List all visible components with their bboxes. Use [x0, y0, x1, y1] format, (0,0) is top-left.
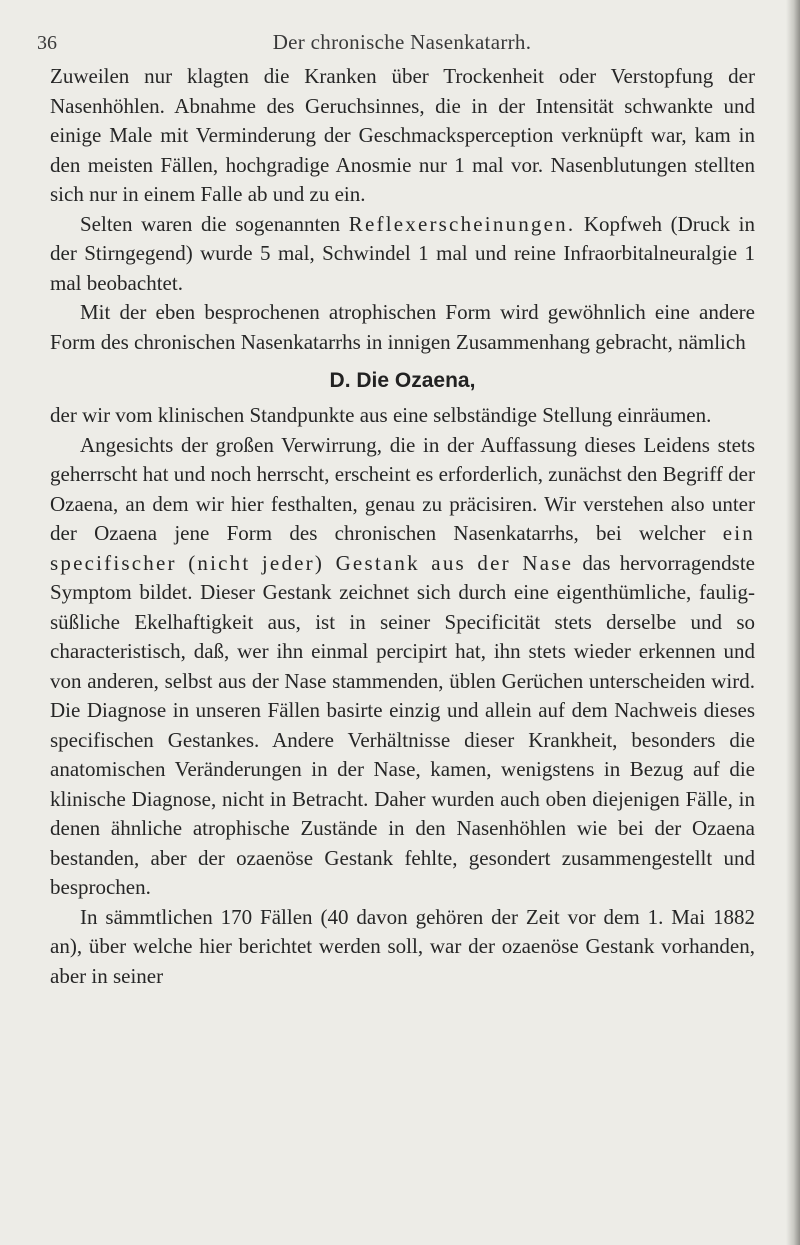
paragraph-3: Mit der eben besprochenen atrophischen Form wird gewöhnlich eine andere Form des chronischen Nasenkatarrhs in innigen Zusammenhang gebracht, nämlich: [50, 300, 755, 354]
paragraph-5-end: das hervorragendste Symptom bildet. Dieser Gestank zeichnet sich durch eine eigenthümliche, faulig-süßliche Ekelhaftigkeit aus, ist in seiner Specificität stets derselbe und so characteristisch, daß, wer ihn einmal percipirt hat, ihn stets wieder erkennen und von anderen, selbst aus der Nase stammenden, üblen Gerüchen unterscheiden wird. Die Diagnose in unseren Fällen basirte einzig und allein auf dem Nachweis dieses specifischen Gestankes. Andere Verhältnisse dieser Krankheit, besonders die anatomischen Veränderungen in der Nase, kamen, wenigstens in Bezug auf die klinische Diagnose, nicht in Betracht. Daher wurden auch oben diejenigen Fälle, in denen ähnliche atrophische Zustände in den Nasenhöhlen wie bei der Ozaena bestanden, aber der ozaenöse Gestank fehlte, gesondert zusammengestellt und besprochen.: [50, 550, 755, 899]
paragraph-1: Zuweilen nur klagten die Kranken über Trockenheit oder Verstopfung der Nasenhöhlen. Abnahme des Geruchsinnes, die in der Intensität schwankte und einige Male mit Verminderung der Geschmacksperception verknüpft war, kam in den meisten Fällen, hochgradige Anosmie nur 1 mal vor. Nasenblutungen stellten sich nur in einem Falle ab und zu ein.: [50, 64, 755, 206]
paragraph-2-end: Kopfweh (Druck in der Stirngegend) wurde 5 mal, Schwindel 1 mal und reine Infraorbitalneuralgie 1 mal beobachtet.: [50, 211, 756, 295]
page-number: 36: [37, 32, 57, 54]
section-heading: D. Die Ozaena,: [329, 369, 476, 392]
paragraph-5: [50, 431, 755, 903]
running-title: Der chronische Nasenkatarrh.: [272, 30, 532, 54]
paragraph-2-start: Selten waren die sogenannten: [80, 211, 341, 236]
spaced-term-reflexerscheinungen: Reflexerscheinungen.: [348, 211, 576, 236]
paragraph-2: [50, 210, 755, 299]
spaced-definition-phrase: ein specifischer (nicht jeder) Gestank aus der Nase: [50, 521, 756, 575]
page-edge-shadow: [786, 0, 800, 1245]
body-text: [50, 62, 755, 991]
paragraph-6: In sämmtlichen 170 Fällen (40 davon gehören der Zeit vor dem 1. Mai 1882 an), über welche hier berichtet werden soll, war der ozaenöse Gestank vorhanden, aber in seiner: [50, 904, 755, 988]
page-header: [37, 26, 767, 56]
paragraph-5-start: Angesichts der großen Verwirrung, die in der Auffassung dieses Leidens stets geherrscht hat und noch herrscht, erscheint es erforderlich, zunächst den Begriff der Ozaena, an dem wir hier festhalten, genau zu präcisiren. Wir verstehen also unter der Ozaena jene Form des chronischen Nasenkatarrhs, bei welcher: [50, 432, 755, 545]
paragraph-4: der wir vom klinischen Standpunkte aus eine selbständige Stellung einräumen.: [50, 403, 712, 427]
